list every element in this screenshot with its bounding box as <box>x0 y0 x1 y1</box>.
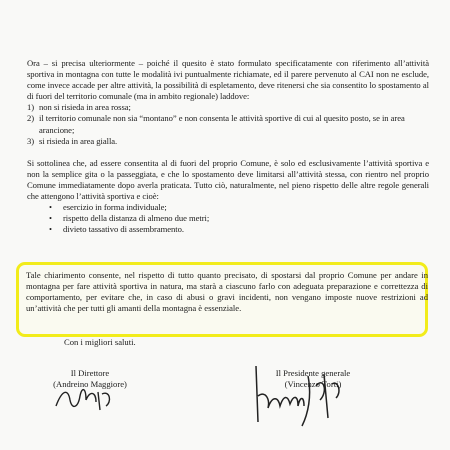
list-item: • rispetto della distanza di almeno due metri; <box>49 213 210 224</box>
highlighted-paragraph: Tale chiarimento consente, nel rispetto di tutto quanto precisato, di spostarsi dal proprio Comune per andare in montagna per fare attività sportiva in natura, ma starà a ciascuno farlo con adeguata preparazione e correttezza di comportamento, per evitare che, in caso di abusi o gravi incidenti, non vengano imposte nuove restrizioni ad un’attività che per tutti gli amanti della montagna è essenziale. <box>26 270 428 314</box>
letter-body <box>27 58 429 235</box>
intro-paragraph: Ora – si precisa ulteriormente – poiché il quesito è stato formulato specificatamente con riferimento all’attività sportiva in montagna con tutte le modalità ivi puntualmente richiamate, ed il parere pervenuto al CAI non ne esclude, come invece accade per altre attività, la possibilità di espletamento, deve ritenersi che sia consentito lo spostamento al di fuori del territorio comunale (ma in ambito regionale) laddove: <box>27 58 429 102</box>
rules-list <box>27 202 429 235</box>
emphasis-paragraph: Si sottolinea che, ad essere consentita al di fuori del proprio Comune, è solo ed esclusivamente l’attività sportiva e non la semplice gita o la passeggiata, e che lo spostamento deve limitarsi all’attività stessa, con rientro nel proprio Comune immediatamente dopo averla praticata. Tutto ciò, naturalmente, nel pieno rispetto delle altre regole generali che attengono l’attività sportiva e cioè: <box>27 157 429 202</box>
conditions-list <box>27 102 429 146</box>
signer-title: Il Presidente generale <box>275 368 351 378</box>
list-item: • esercizio in forma individuale; <box>49 202 167 213</box>
signer-title: Il Direttore <box>70 368 110 378</box>
list-item: 3) si risieda in area gialla. <box>27 135 118 146</box>
list-item: 2) il territorio comunale non sia “montano” e non consenta le attività sportive di cui al quesito posto, se in area arancione; <box>27 113 405 135</box>
signer-name: (Andreino Maggiore) <box>53 379 127 389</box>
handwritten-signature-left <box>52 380 122 420</box>
signer-name: (Vincenzo Torti) <box>284 379 342 389</box>
list-item: • divieto tassativo di assembramento. <box>49 224 184 235</box>
closing-line: Con i migliori saluti. <box>64 337 136 347</box>
list-item: 1) non si risieda in area rossa; <box>27 102 131 113</box>
handwritten-signature-right <box>238 356 358 436</box>
